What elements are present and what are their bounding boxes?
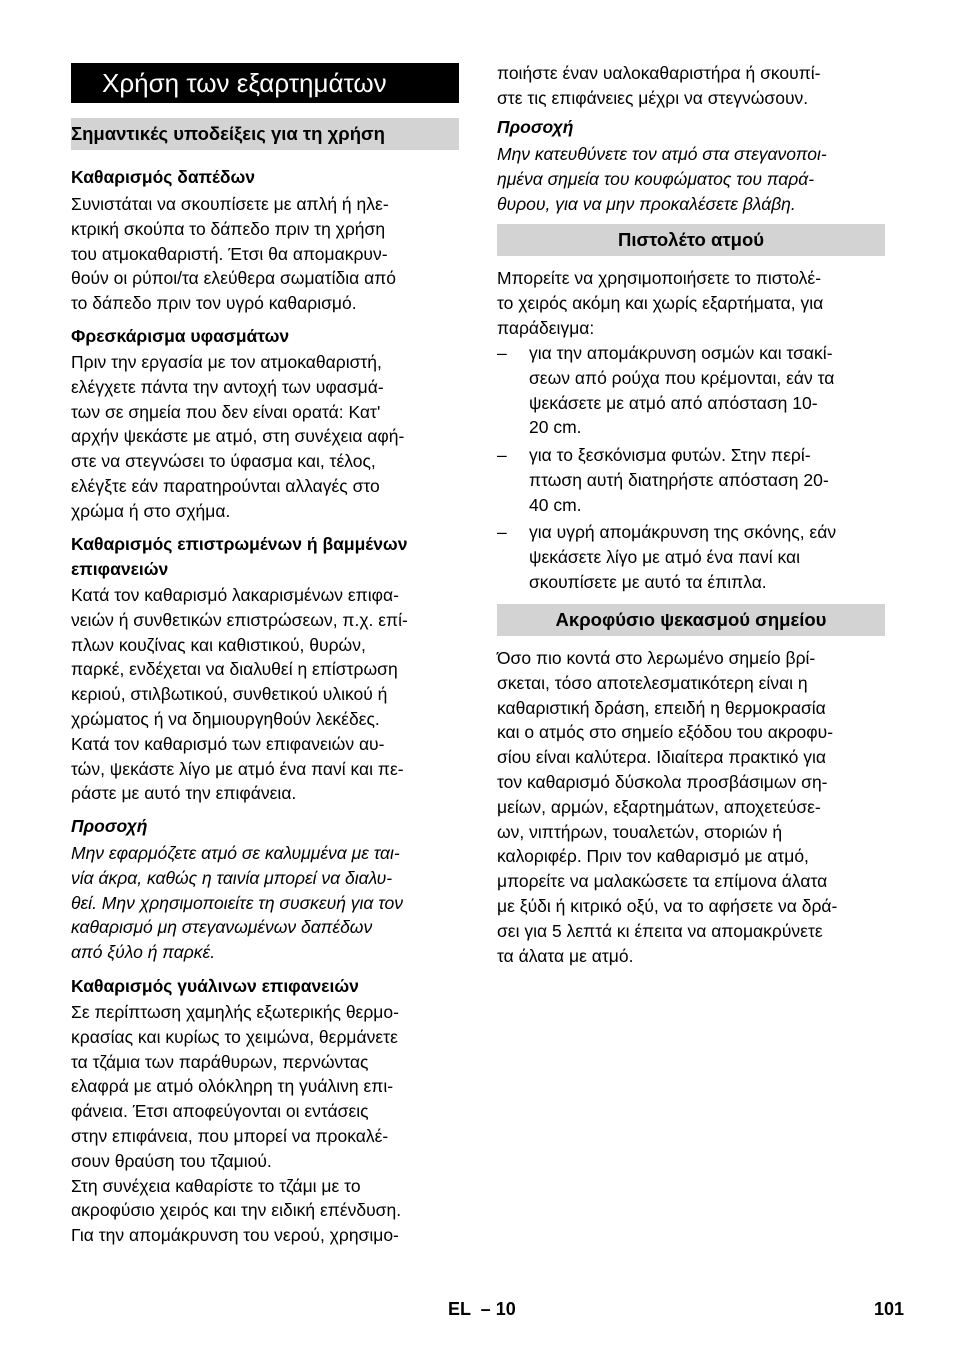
paragraph-glass-surfaces: Σε περίπτωση χαμηλής εξωτερικής θερμο- κρασίας και κυρίως το χειμώνα, θερμάνετε τα τζάμια των παράθυρων, περνώντας ελαφρά με ατμό ολόκληρη τη γυάλινη επι- φάνεια. Έτσι αποφεύγονται οι εντάσεις στην επιφάνεια, που μπορεί να προκαλέ- σουν θραύση του τζαμιού. Στη συνέχεια καθαρίστε το τζάμι με το ακροφύσιο χειρός και την ειδική επένδυση. Για την απομάκρυνση του νερού, χρησιμο-: [71, 1002, 402, 1246]
caution-text-coated: Μην εφαρμόζετε ατμό σε καλυμμένα με ται- νία άκρα, καθώς η ταινία μπορεί να διαλυ- θεί. Μην χρησιμοποιείτε τη συσκευή για τον καθαρισμό μη στεγανωμένων δαπέδων από ξύλο ή παρκέ.: [71, 843, 404, 963]
section-title-usage-notes: Σημαντικές υποδείξεις για τη χρήση: [71, 118, 459, 150]
paragraph-floor-cleaning: Συνιστάται να σκουπίσετε με απλή ή ηλε- κτρική σκούπα το δάπεδο πριν τη χρήση του ατμοκαθαριστή. Έτσι θα απομακρυν- θούν οι ρύποι/τα ελεύθερα σωματίδια από το δάπεδο πριν τον υγρό καθαρισμό.: [71, 194, 396, 314]
caution-label-coated: Προσοχή: [71, 816, 148, 836]
caution-label-glass: Προσοχή: [497, 117, 574, 137]
page-number: 101: [874, 1299, 905, 1319]
footer-language-page: EL – 10: [448, 1299, 516, 1319]
paragraph-spot-nozzle: Όσο πιο κοντά στο λερωμένο σημείο βρί- σκεται, τόσο αποτελεσματικότερη είναι η καθαριστική δράση, επειδή η θερμοκρασία και ο ατμός στο σημείο εξόδου του ακροφυ- σίου είναι καλύτερα. Ιδιαίτερα πρακτικό για τον καθαρισμό δύσκολα προσβάσιμων ση- μείων, αρμών, εξαρτημάτων, αποχετεύσε- ων, νιπτήρων, τουαλετών, στοριών ή καλοριφέρ. Πριν τον καθαρισμό με ατμό, μπορείτε να μαλακώσετε τα επίμονα άλατα με ξύδι ή κιτρικό οξύ, να το αφήσετε να δρά- σει για 5 λεπτά κι έπειτα να απομακρύνετε τα άλατα με ατμό.: [497, 648, 838, 966]
dash-marker: –: [497, 522, 507, 542]
page-title: Χρήση των εξαρτημάτων: [71, 63, 459, 103]
heading-fabric-refresh: Φρεσκάρισμα υφασμάτων: [71, 326, 290, 346]
paragraph-fabric-refresh: Πριν την εργασία με τον ατμοκαθαριστή, ελέγχετε πάντα την αντοχή των υφασμά- των σε σημεία που δεν είναι ορατά: Κατ' αρχήν ψεκάστε με ατμό, στη συνέχεια αφή- στε να στεγνώσει το ύφασμα και, τέλος, ελέγξτε εάν παρατηρούνται αλλαγές στο χρώμα ή στο σχήμα.: [71, 352, 405, 521]
heading-coated-surfaces: Καθαρισμός επιστρωμένων ή βαμμένων επιφανειών: [71, 534, 408, 579]
paragraph-glass-continued: ποιήστε έναν υαλοκαθαριστήρα ή σκουπί- στε τις επιφάνειες μέχρι να στεγνώσουν.: [497, 63, 821, 108]
paragraph-steam-gun-intro: Μπορείτε να χρησιμοποιήσετε το πιστολέ- το χειρός ακόμη και χωρίς εξαρτήματα, για παράδειγμα:: [497, 268, 824, 338]
dash-marker: –: [497, 445, 507, 465]
paragraph-coated-surfaces: Κατά τον καθαρισμό λακαρισμένων επιφα- νειών ή συνθετικών επιστρώσεων, π.χ. επί- πλων κουζίνας και καθιστικού, θυρών, παρκέ, ενδέχεται να διαλυθεί η επίστρωση κεριού, στιλβωτικού, συνθετικού υλικού ή χρώματος ή να δημιουργηθούν λεκέδες. Κατά τον καθαρισμό των επιφανειών αυ- τών, ψεκάστε λίγο με ατμό ένα πανί και πε- ράστε με αυτό την επιφάνεια.: [71, 585, 408, 804]
dash-marker: –: [497, 343, 507, 363]
heading-floor-cleaning: Καθαρισμός δαπέδων: [71, 167, 256, 187]
heading-glass-surfaces: Καθαρισμός γυάλινων επιφανειών: [71, 976, 359, 996]
caution-text-glass: Μην κατευθύνετε τον ατμό στα στεγανοποι- ημένα σημεία του κουφώματος του παρά- θυρου, για να μην προκαλέσετε βλάβη.: [497, 144, 827, 214]
section-title-spot-nozzle: Ακροφύσιο ψεκασμού σημείου: [497, 604, 885, 636]
section-title-steam-gun: Πιστολέτο ατμού: [497, 224, 885, 256]
